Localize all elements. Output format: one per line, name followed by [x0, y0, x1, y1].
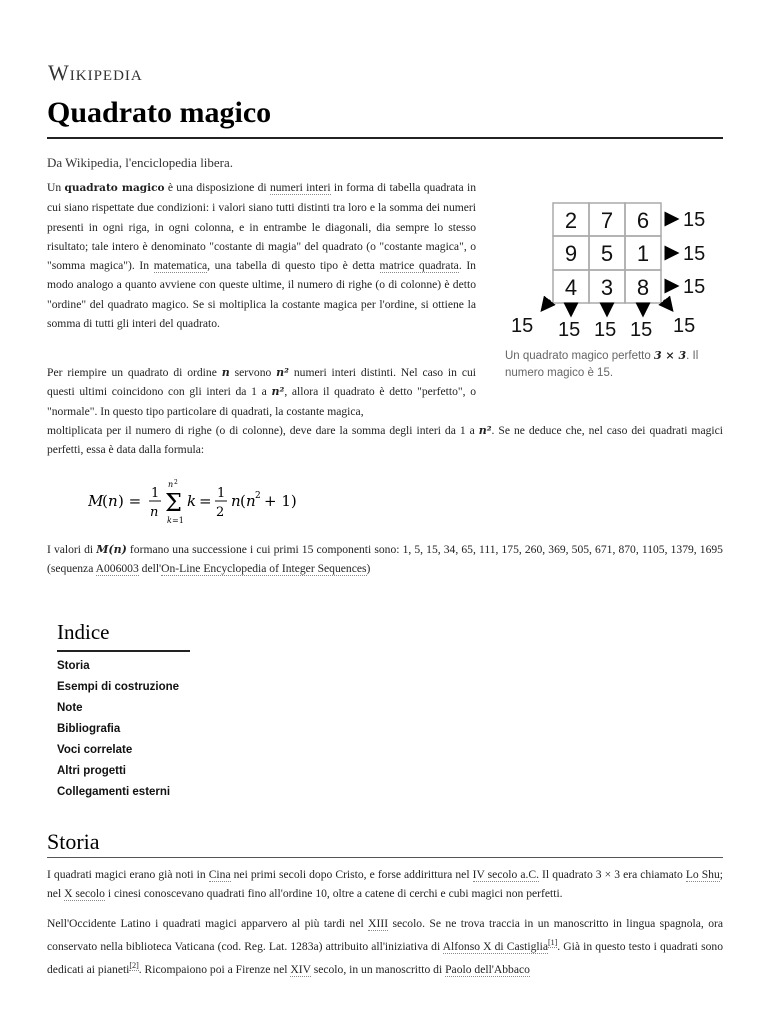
math-M-n: M(n) — [96, 543, 127, 556]
link-xiii[interactable]: XIII — [368, 917, 389, 930]
svg-text:n: n — [150, 505, 159, 520]
svg-text:k: k — [187, 492, 197, 510]
svg-text:2: 2 — [255, 491, 261, 501]
toc-item-note[interactable]: Note — [57, 702, 83, 714]
storia-paragraph-2: Nell'Occidente Latino i quadrati magici apparvero al più tardi nel XIII secolo. Se ne trova traccia in un manoscritto in lingua spagnola, ora conservato nella biblioteca Vaticana (cod. Reg. Lat. 1283a) attribuito all'iniziativa di Alfonso X di Castiglia[1]. Già in questo testo i quadrati sono dedicati ai pianeti[2]. Ricompaiono poi a Firenze nel XIV secolo, in un manoscritto di Paolo dell'Abbaco — [47, 917, 723, 977]
diag-arrow — [542, 300, 550, 310]
svg-text:k: k — [167, 516, 172, 525]
title-divider — [47, 137, 723, 139]
cell: 1 — [636, 241, 650, 266]
reference-2[interactable]: [2] — [129, 961, 139, 971]
math-n: n — [221, 366, 230, 379]
tagline: Da Wikipedia, l'enciclopedia libera. — [47, 155, 234, 170]
intro-paragraph-2: Per riempire un quadrato di ordine n servono n² numeri interi distinti. Nel caso in cui questi ultimi coincidono con gli interi da 1 a n², allora il quadrato è detto "perfetto", o "normale". In questo tipo particolare di quadrati, la costante magica, — [47, 366, 476, 418]
link-alfonso-x[interactable]: Alfonso X di Castiglia — [442, 940, 548, 954]
toc-title: Indice — [57, 620, 110, 644]
toc-item-voci-correlate[interactable]: Voci correlate — [57, 744, 133, 756]
svg-text:=: = — [199, 492, 212, 510]
figure-caption: Un quadrato magico perfetto 3 × 3. Il numero magico è 15. — [505, 349, 699, 379]
cell: 8 — [636, 275, 650, 300]
svg-text:) =: ) = — [118, 492, 142, 510]
cell: 7 — [600, 208, 614, 233]
svg-text:2: 2 — [216, 505, 225, 520]
toc-item-collegamenti[interactable]: Collegamenti esterni — [57, 786, 171, 798]
cell: 4 — [564, 275, 578, 300]
diag-arrow — [664, 300, 672, 310]
svg-text:M: M — [88, 492, 104, 510]
link-xiv[interactable]: XIV — [290, 963, 311, 977]
toc-item-storia[interactable]: Storia — [57, 660, 90, 672]
svg-text:n: n — [231, 492, 241, 510]
cell: 5 — [600, 241, 614, 266]
link-lo-shu[interactable]: Lo Shu — [685, 868, 720, 881]
reference-1[interactable]: [1] — [547, 938, 558, 948]
link-cina[interactable]: Cina — [208, 868, 231, 881]
link-matematica[interactable]: matematica — [153, 259, 208, 273]
toc-list — [57, 656, 190, 803]
section-divider — [47, 857, 723, 858]
caption-math: 3 × 3 — [653, 349, 687, 362]
col-sum: 15 — [558, 319, 581, 341]
cell: 2 — [564, 208, 578, 233]
bold-term: quadrato magico — [64, 182, 165, 194]
link-matrice-quadrata[interactable]: matrice quadrata — [379, 259, 459, 273]
magic-square-svg — [505, 200, 727, 345]
row-sum: 15 — [683, 276, 706, 298]
col-sum: 15 — [630, 319, 653, 341]
table-of-contents — [57, 620, 190, 803]
toc-item-bibliografia[interactable]: Bibliografia — [57, 723, 121, 735]
math-n-squared: n² — [276, 366, 289, 379]
svg-text:n: n — [246, 492, 256, 510]
page-title: Quadrato magico — [47, 96, 272, 129]
toc-item-esempi[interactable]: Esempi di costruzione — [57, 681, 180, 693]
math-n-squared: n² — [271, 385, 285, 399]
wikipedia-logo[interactable]: Wikipedia — [48, 60, 143, 85]
svg-text:n: n — [108, 492, 118, 510]
svg-text:(: ( — [102, 492, 108, 510]
link-A006003[interactable]: A006003 — [95, 562, 139, 576]
svg-text:+ 1): + 1) — [264, 492, 297, 510]
toc-divider — [57, 650, 190, 652]
link-oeis[interactable]: On-Line Encyclopedia of Integer Sequences — [161, 562, 367, 576]
svg-text:(: ( — [240, 492, 246, 510]
intro-paragraph-3: I valori di M(n) formano una successione i cui primi 15 componenti sono: 1, 5, 15, 34, 65, 111, 175, 260, 369, 505, 671, 870, 1105, 1379, 1695 (sequenza A006003 dell'On-Line Encyclopedia of Integer Sequences) — [47, 543, 723, 576]
cell: 3 — [600, 275, 614, 300]
formula — [88, 478, 318, 542]
cell: 9 — [564, 241, 578, 266]
col-sum: 15 — [594, 319, 617, 341]
toc-item-altri-progetti[interactable]: Altri progetti — [57, 765, 126, 777]
link-x-secolo[interactable]: X secolo — [64, 887, 105, 901]
svg-text:1: 1 — [151, 486, 160, 501]
link-numeri-interi[interactable]: numeri interi — [269, 181, 331, 194]
intro-paragraph-1: Un quadrato magico è una disposizione di numeri interi in forma di tabella quadrata in cui siano rispettate due condizioni: i valori siano tutti distinti tra loro e la somma dei numeri presenti in ogni riga, in ogni colonna, e in entrambe le diagonali, dia sempre lo stesso risultato; tale intero è denominato "costante di magia" del quadrato (o "costante magica", o "somma magica"). In matematica, una tabella di questo tipo è detta matrice quadrata. In modo analogo a quanto avviene con queste ultime, il numero di righe (o di colonne) è detto "ordine" del quadrato magico. Se si moltiplica la costante magica per l'ordine, si ottiene la somma di tutti gli interi del quadrato. — [47, 181, 476, 331]
row-sum: 15 — [683, 209, 706, 231]
svg-text:Σ: Σ — [165, 489, 182, 517]
section-heading-storia: Storia — [47, 829, 100, 854]
svg-text:n: n — [168, 480, 174, 489]
math-n-squared: n² — [478, 424, 492, 437]
svg-text:1: 1 — [217, 486, 226, 501]
formula-svg — [88, 478, 318, 538]
diag-sum: 15 — [511, 315, 534, 337]
svg-text:=1: =1 — [172, 516, 184, 525]
storia-paragraph-1: I quadrati magici erano già noti in Cina nei primi secoli dopo Cristo, e forse addirittura nel IV secolo a.C. Il quadrato 3 × 3 era chiamato Lo Shu; nel X secolo i cinesi conoscevano quadrati fino all'ordine 10, oltre a catene di cerchi e cubi magici non perfetti. — [47, 868, 724, 901]
row-sum: 15 — [683, 243, 706, 265]
link-paolo-abbaco[interactable]: Paolo dell'Abbaco — [445, 963, 530, 977]
link-iv-secolo[interactable]: IV secolo a.C. — [472, 868, 540, 881]
intro-paragraph-2-cont: moltiplicata per il numero di righe (o di colonne), deve dare la somma degli interi da 1 a n². Se ne deduce che, nel caso dei quadrati magici perfetti, essa è data dalla formula: — [47, 424, 723, 457]
diag-sum: 15 — [673, 315, 696, 337]
magic-square-figure[interactable] — [505, 200, 727, 350]
cell: 6 — [636, 208, 650, 233]
svg-text:2: 2 — [174, 479, 178, 486]
